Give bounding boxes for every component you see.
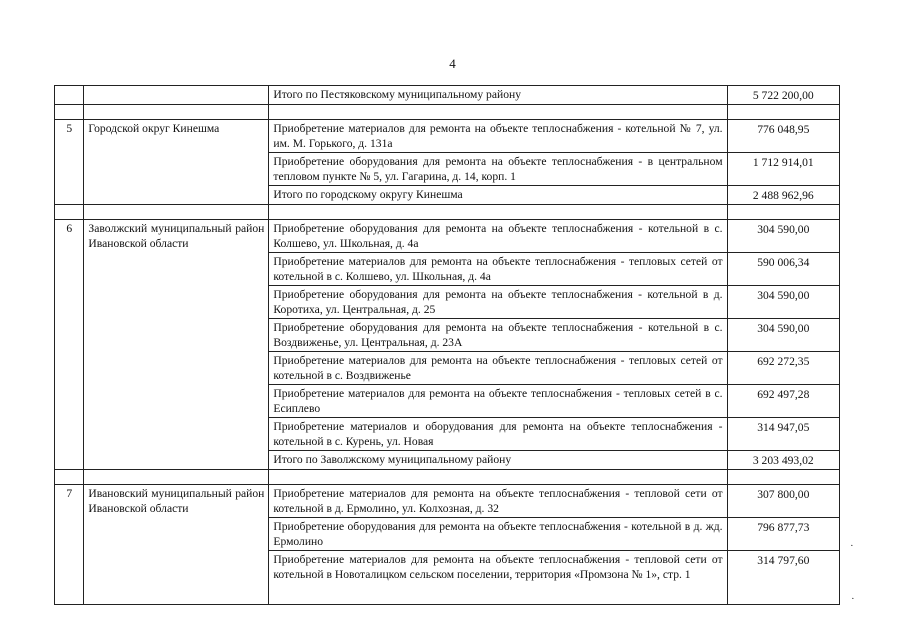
scan-speck: · [850, 540, 854, 552]
sum-cell: 314 947,05 [727, 418, 839, 451]
work-cell: Итого по Заволжскому муниципальному району [269, 451, 727, 470]
table-row [55, 120, 840, 153]
sum-cell: 5 722 200,00 [727, 86, 839, 105]
work-cell: Приобретение материалов для ремонта на объекте теплоснабжения - тепловой сети от котельной в д. Ермолино, ул. Колхозная, д. 32 [269, 485, 727, 518]
work-cell: Приобретение оборудования для ремонта на объекте теплоснабжения - котельной в с. Колшево, ул. Школьная, д. 4а [269, 220, 727, 253]
sum-cell: 1 712 914,01 [727, 153, 839, 186]
table-row [55, 220, 840, 253]
work-cell: Приобретение материалов для ремонта на объекте теплоснабжения - тепловой сети от котельной в Новоталицком сельском поселении, территория «Промзона № 1», стр. 1 [269, 551, 727, 605]
row-number: 6 [55, 220, 84, 470]
sum-cell: 776 048,95 [727, 120, 839, 153]
sum-cell: 796 877,73 [727, 518, 839, 551]
sum-cell: 307 800,00 [727, 485, 839, 518]
sum-cell: 304 590,00 [727, 319, 839, 352]
sum-cell: 590 006,34 [727, 253, 839, 286]
sum-cell: 2 488 962,96 [727, 186, 839, 205]
gap-row [55, 205, 840, 220]
work-cell: Итого по городскому округу Кинешма [269, 186, 727, 205]
sum-cell: 314 797,60 [727, 551, 839, 605]
sum-cell: 692 497,28 [727, 385, 839, 418]
table-row [55, 86, 840, 105]
work-cell: Приобретение материалов и оборудования для ремонта на объекте теплоснабжения - котельной в с. Курень, ул. Новая [269, 418, 727, 451]
work-cell: Приобретение оборудования для ремонта на объекте теплоснабжения - котельной в д. Коротиха, ул. Центральная, д. 25 [269, 286, 727, 319]
district-cell: Городской округ Кинешма [84, 120, 269, 205]
page-number: 4 [449, 56, 456, 71]
sum-cell: 304 590,00 [727, 286, 839, 319]
work-cell: Приобретение материалов для ремонта на объекте теплоснабжения - тепловых сетей в с. Есиплево [269, 385, 727, 418]
scan-speck: · [851, 593, 855, 605]
table-row [55, 485, 840, 518]
sum-cell: 304 590,00 [727, 220, 839, 253]
work-cell: Приобретение оборудования для ремонта на объекте теплоснабжения - котельной в д. жд. Ермолино [269, 518, 727, 551]
district-cell: Заволжский муниципальный район Ивановской области [84, 220, 269, 470]
work-cell: Приобретение материалов для ремонта на объекте теплоснабжения - тепловых сетей от котельной в с. Воздвиженье [269, 352, 727, 385]
work-cell: Приобретение материалов для ремонта на объекте теплоснабжения - котельной № 7, ул. им. М. Горького, д. 131а [269, 120, 727, 153]
gap-row [55, 470, 840, 485]
gap-row [55, 105, 840, 120]
work-cell: Приобретение оборудования для ремонта на объекте теплоснабжения - в центральном тепловом пункте № 5, ул. Гагарина, д. 14, корп. 1 [269, 153, 727, 186]
work-cell: Приобретение оборудования для ремонта на объекте теплоснабжения - котельной в с. Воздвиженье, ул. Центральная, д. 23А [269, 319, 727, 352]
district-cell: Ивановский муниципальный район Ивановской области [84, 485, 269, 605]
work-cell: Приобретение материалов для ремонта на объекте теплоснабжения - тепловых сетей от котельной в с. Колшево, ул. Школьная, д. 4а [269, 253, 727, 286]
heat-supply-table [54, 85, 840, 605]
sum-cell: 3 203 493,02 [727, 451, 839, 470]
row-number: 5 [55, 120, 84, 205]
work-cell: Итого по Пестяковскому муниципальному району [269, 86, 727, 105]
sum-cell: 692 272,35 [727, 352, 839, 385]
row-number: 7 [55, 485, 84, 605]
